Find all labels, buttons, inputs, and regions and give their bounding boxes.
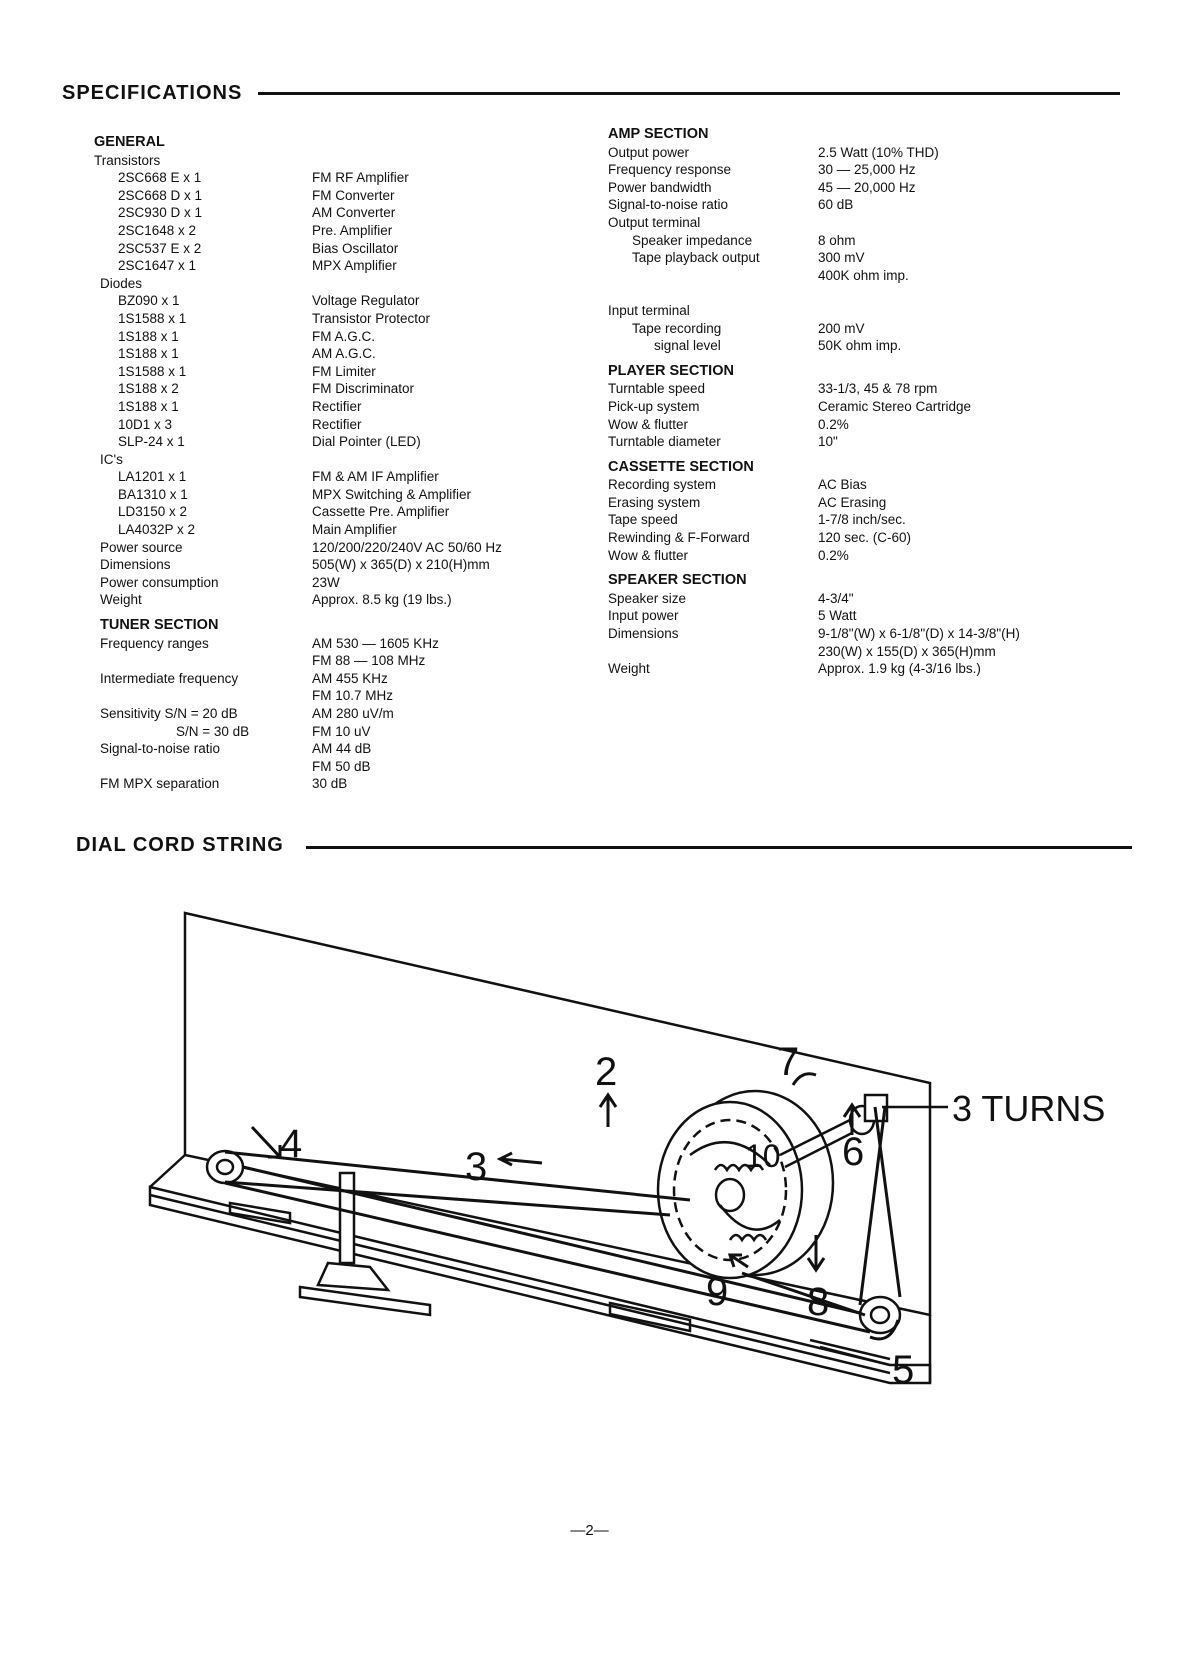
cassette-row-value: 120 sec. (C-60) [818, 530, 912, 546]
cassette-row-label: Wow & flutter [608, 547, 689, 563]
transistor-func: FM RF Amplifier [312, 170, 409, 186]
transistor-func: AM Converter [312, 205, 396, 221]
diode-func: FM Discriminator [312, 381, 415, 397]
cassette-row-value: 0.2% [818, 547, 849, 563]
power-consumption-label: Power consumption [100, 574, 219, 590]
specifications-rule [258, 92, 1120, 95]
speaker-row-value: 4-3/4" [818, 590, 854, 606]
sensitivity-label: Sensitivity S/N = 20 dB [100, 706, 238, 721]
general-labels-column [94, 134, 249, 793]
diode-func: AM A.G.C. [312, 346, 376, 362]
cassette-row-label: Recording system [608, 477, 717, 493]
label-5: 5 [892, 1348, 915, 1392]
player-row-label: Turntable speed [608, 381, 706, 397]
diode-item: 1S1588 x 1 [118, 310, 187, 326]
general-title: GENERAL [94, 134, 165, 150]
amp-row-value: 60 dB [818, 197, 854, 213]
label-4: 4 [280, 1122, 303, 1166]
amp-row-label: Output power [608, 144, 690, 160]
label-9: 9 [706, 1270, 729, 1314]
tape-playback-label: Tape playback output [632, 250, 760, 266]
tuner-title: TUNER SECTION [100, 617, 219, 634]
label-3-turns: 3 TURNS [952, 1088, 1106, 1129]
amp-row-label: Frequency response [608, 162, 732, 178]
transistors-label: Transistors [94, 152, 161, 168]
speaker-row-label: Input power [608, 608, 679, 624]
left-pulley [207, 1151, 243, 1183]
speaker-dimensions-value-2: 230(W) x 155(D) x 365(H)mm [818, 643, 996, 659]
label-6: 6 [842, 1130, 865, 1174]
power-source-label: Power source [100, 539, 183, 555]
player-title: PLAYER SECTION [608, 362, 734, 379]
freq-value: FM 88 — 108 MHz [312, 653, 426, 669]
diode-func: FM A.G.C. [312, 328, 376, 344]
transistor-item: 2SC537 E x 2 [118, 240, 202, 256]
diode-item: 1S188 x 2 [118, 381, 179, 397]
speaker-row-value: 5 Watt [818, 608, 857, 624]
ic-func: FM & AM IF Amplifier [312, 469, 439, 485]
transistor-item: 2SC668 D x 1 [118, 187, 203, 203]
label-8: 8 [807, 1280, 830, 1324]
transistor-item: 2SC930 D x 1 [118, 205, 203, 221]
ic-item: LA1201 x 1 [118, 469, 187, 485]
cassette-row-label: Rewinding & F-Forward [608, 530, 750, 546]
cassette-row-value: 1-7/8 inch/sec. [818, 512, 906, 528]
tape-playback-value-2: 400K ohm imp. [818, 267, 909, 283]
tape-recording-value-2: 50K ohm imp. [818, 338, 902, 354]
ic-func: MPX Switching & Amplifier [312, 486, 472, 502]
label-2: 2 [595, 1050, 618, 1094]
diode-item: 1S188 x 1 [118, 346, 179, 362]
dial-cord-rule [306, 846, 1132, 849]
cassette-row-label: Erasing system [608, 494, 701, 510]
diode-item: 1S188 x 1 [118, 328, 179, 344]
specifications-heading: SPECIFICATIONS [62, 82, 243, 104]
cassette-title: CASSETTE SECTION [608, 458, 754, 475]
diode-item: 1S1588 x 1 [118, 363, 187, 379]
speaker-row-label: Speaker size [608, 590, 687, 606]
sensitivity-value: FM 10 uV [312, 723, 371, 739]
diode-item: 10D1 x 3 [118, 416, 173, 432]
tuner-snr-value: AM 44 dB [312, 741, 372, 757]
diodes-label: Diodes [100, 275, 143, 291]
tape-recording-label: Tape recording [632, 320, 722, 336]
amp-title: AMP SECTION [608, 126, 709, 142]
ic-func: Main Amplifier [312, 522, 397, 538]
right-labels-column [608, 126, 760, 678]
transistor-func: FM Converter [312, 187, 395, 203]
tuner-snr-label: Signal-to-noise ratio [100, 741, 221, 757]
sensitivity-label-2: S/N = 30 dB [176, 723, 250, 739]
diode-item: BZ090 x 1 [118, 293, 180, 309]
fm-mpx-value: 30 dB [312, 776, 348, 792]
diode-func: Rectifier [312, 398, 362, 414]
signal-level-label: signal level [654, 338, 721, 354]
diode-func: Transistor Protector [312, 310, 431, 326]
speaker-dimensions-label: Dimensions [608, 626, 679, 642]
diode-item: SLP-24 x 1 [118, 434, 185, 450]
power-consumption-value: 23W [312, 574, 340, 590]
speaker-title: SPEAKER SECTION [608, 572, 747, 589]
speaker-weight-label: Weight [608, 661, 650, 677]
transistor-item: 2SC1647 x 1 [118, 258, 197, 274]
label-7: 7 [777, 1040, 800, 1084]
dimensions-label: Dimensions [100, 557, 171, 573]
diode-item: 1S188 x 1 [118, 398, 179, 414]
weight-value: Approx. 8.5 kg (19 lbs.) [312, 592, 452, 608]
freq-value: AM 530 — 1605 KHz [312, 635, 439, 651]
speaker-weight-value: Approx. 1.9 kg (4-3/16 lbs.) [818, 661, 981, 677]
tape-recording-value: 200 mV [818, 320, 865, 336]
speaker-dimensions-value: 9-1/8"(W) x 6-1/8"(D) x 14-3/8"(H) [818, 626, 1020, 642]
player-row-label: Turntable diameter [608, 434, 721, 450]
player-row-value: Ceramic Stereo Cartridge [818, 398, 972, 414]
diode-func: Voltage Regulator [312, 293, 420, 309]
cassette-row-value: AC Bias [818, 477, 867, 493]
freq-ranges-label: Frequency ranges [100, 635, 209, 651]
cassette-row-value: AC Erasing [818, 494, 887, 510]
page-number: —2— [570, 1522, 609, 1539]
general-values-column [312, 134, 502, 793]
tape-playback-value: 300 mV [818, 250, 865, 266]
dial-cord-heading: DIAL CORD STRING [76, 834, 284, 856]
player-row-value: 33-1/3, 45 & 78 rpm [818, 381, 938, 397]
player-row-label: Pick-up system [608, 398, 700, 414]
amp-row-label: Signal-to-noise ratio [608, 197, 729, 213]
player-row-label: Wow & flutter [608, 416, 689, 432]
speaker-impedance-value: 8 ohm [818, 232, 856, 248]
transistor-item: 2SC1648 x 2 [118, 222, 197, 238]
diode-func: Rectifier [312, 416, 362, 432]
amp-row-value: 2.5 Watt (10% THD) [818, 144, 939, 160]
player-row-value: 0.2% [818, 416, 849, 432]
diode-func: Dial Pointer (LED) [312, 434, 421, 450]
player-row-value: 10" [818, 434, 838, 450]
amp-row-value: 45 — 20,000 Hz [818, 179, 916, 195]
right-values-column [818, 126, 1020, 678]
if-value: AM 455 KHz [312, 670, 388, 686]
label-3: 3 [465, 1145, 488, 1189]
diode-func: FM Limiter [312, 363, 376, 379]
ic-item: LD3150 x 2 [118, 504, 188, 520]
transistor-func: MPX Amplifier [312, 258, 397, 274]
output-terminal-label: Output terminal [608, 214, 701, 230]
cassette-row-label: Tape speed [608, 512, 678, 528]
label-10: 10 [745, 1138, 781, 1174]
sensitivity-value: AM 280 uV/m [312, 706, 394, 721]
tuner-snr-value: FM 50 dB [312, 758, 371, 774]
ic-item: LA4032P x 2 [118, 522, 196, 538]
ics-label: IC's [100, 451, 123, 467]
ic-item: BA1310 x 1 [118, 486, 188, 502]
amp-row-value: 30 — 25,000 Hz [818, 162, 916, 178]
speaker-impedance-label: Speaker impedance [632, 232, 753, 248]
if-value: FM 10.7 MHz [312, 688, 394, 704]
amp-row-label: Power bandwidth [608, 179, 712, 195]
transistor-item: 2SC668 E x 1 [118, 170, 202, 186]
if-label: Intermediate frequency [100, 670, 239, 686]
transistor-func: Bias Oscillator [312, 240, 399, 256]
dial-cord-diagram [130, 895, 1130, 1425]
weight-label: Weight [100, 592, 142, 608]
ic-func: Cassette Pre. Amplifier [312, 504, 450, 520]
transistor-func: Pre. Amplifier [312, 222, 393, 238]
dimensions-value: 505(W) x 365(D) x 210(H)mm [312, 557, 490, 573]
power-source-value: 120/200/220/240V AC 50/60 Hz [312, 539, 502, 555]
fm-mpx-label: FM MPX separation [100, 776, 220, 792]
input-terminal-label: Input terminal [608, 302, 690, 318]
